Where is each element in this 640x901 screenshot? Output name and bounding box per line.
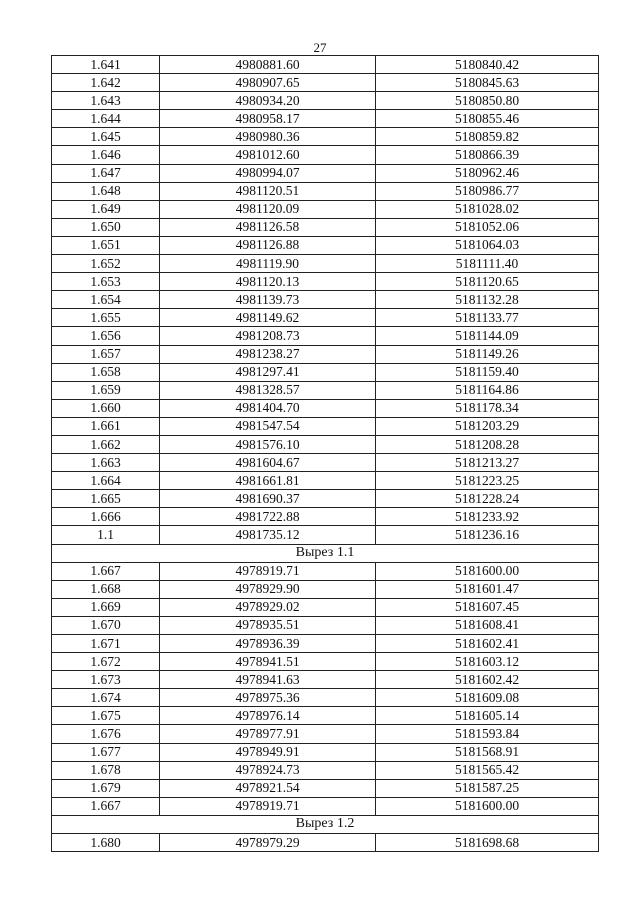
section-header-row xyxy=(52,815,599,833)
table-row xyxy=(52,381,599,399)
y-coordinate-cell: 5181159.40 xyxy=(376,363,599,381)
x-coordinate-cell: 4981404.70 xyxy=(160,399,376,417)
y-coordinate-cell: 5181587.25 xyxy=(376,779,599,797)
table-row xyxy=(52,834,599,852)
table-row xyxy=(52,327,599,345)
table-row xyxy=(52,671,599,689)
y-coordinate-cell: 5181203.29 xyxy=(376,417,599,435)
y-coordinate-cell: 5181600.00 xyxy=(376,797,599,815)
table-row xyxy=(52,562,599,580)
point-number-cell: 1.669 xyxy=(52,598,160,616)
y-coordinate-cell: 5181228.24 xyxy=(376,490,599,508)
point-number-cell: 1.672 xyxy=(52,653,160,671)
y-coordinate-cell: 5181164.86 xyxy=(376,381,599,399)
y-coordinate-cell: 5181609.08 xyxy=(376,689,599,707)
table-row xyxy=(52,526,599,544)
table-row xyxy=(52,472,599,490)
x-coordinate-cell: 4978977.91 xyxy=(160,725,376,743)
x-coordinate-cell: 4980994.07 xyxy=(160,164,376,182)
table-row xyxy=(52,146,599,164)
point-number-cell: 1.666 xyxy=(52,508,160,526)
point-number-cell: 1.660 xyxy=(52,399,160,417)
x-coordinate-cell: 4978929.90 xyxy=(160,580,376,598)
x-coordinate-cell: 4981120.51 xyxy=(160,182,376,200)
x-coordinate-cell: 4981690.37 xyxy=(160,490,376,508)
x-coordinate-cell: 4981661.81 xyxy=(160,472,376,490)
table-row xyxy=(52,435,599,453)
y-coordinate-cell: 5181028.02 xyxy=(376,200,599,218)
point-number-cell: 1.652 xyxy=(52,255,160,273)
y-coordinate-cell: 5180866.39 xyxy=(376,146,599,164)
y-coordinate-cell: 5181698.68 xyxy=(376,834,599,852)
table-row xyxy=(52,598,599,616)
x-coordinate-cell: 4978976.14 xyxy=(160,707,376,725)
y-coordinate-cell: 5181608.41 xyxy=(376,616,599,634)
y-coordinate-cell: 5181133.77 xyxy=(376,309,599,327)
x-coordinate-cell: 4981120.09 xyxy=(160,200,376,218)
point-number-cell: 1.663 xyxy=(52,454,160,472)
point-number-cell: 1.641 xyxy=(52,56,160,74)
point-number-cell: 1.679 xyxy=(52,779,160,797)
y-coordinate-cell: 5181064.03 xyxy=(376,236,599,254)
point-number-cell: 1.650 xyxy=(52,218,160,236)
point-number-cell: 1.680 xyxy=(52,834,160,852)
point-number-cell: 1.676 xyxy=(52,725,160,743)
table-row xyxy=(52,779,599,797)
table-row xyxy=(52,417,599,435)
y-coordinate-cell: 5180962.46 xyxy=(376,164,599,182)
table-row xyxy=(52,725,599,743)
table-row xyxy=(52,797,599,815)
point-number-cell: 1.667 xyxy=(52,797,160,815)
table-row xyxy=(52,345,599,363)
table-row xyxy=(52,761,599,779)
table-row xyxy=(52,218,599,236)
point-number-cell: 1.651 xyxy=(52,236,160,254)
y-coordinate-cell: 5181144.09 xyxy=(376,327,599,345)
table-row xyxy=(52,653,599,671)
section-header-row xyxy=(52,544,599,562)
table-row xyxy=(52,182,599,200)
y-coordinate-cell: 5181601.47 xyxy=(376,580,599,598)
point-number-cell: 1.665 xyxy=(52,490,160,508)
point-number-cell: 1.671 xyxy=(52,635,160,653)
point-number-cell: 1.678 xyxy=(52,761,160,779)
point-number-cell: 1.659 xyxy=(52,381,160,399)
point-number-cell: 1.673 xyxy=(52,671,160,689)
y-coordinate-cell: 5180855.46 xyxy=(376,110,599,128)
table-row xyxy=(52,291,599,309)
x-coordinate-cell: 4978921.54 xyxy=(160,779,376,797)
page-number: 27 xyxy=(313,40,327,55)
y-coordinate-cell: 5181213.27 xyxy=(376,454,599,472)
point-number-cell: 1.657 xyxy=(52,345,160,363)
table-row xyxy=(52,580,599,598)
point-number-cell: 1.677 xyxy=(52,743,160,761)
point-number-cell: 1.655 xyxy=(52,309,160,327)
y-coordinate-cell: 5181052.06 xyxy=(376,218,599,236)
x-coordinate-cell: 4981722.88 xyxy=(160,508,376,526)
x-coordinate-cell: 4978919.71 xyxy=(160,797,376,815)
x-coordinate-cell: 4981139.73 xyxy=(160,291,376,309)
point-number-cell: 1.670 xyxy=(52,616,160,634)
x-coordinate-cell: 4981547.54 xyxy=(160,417,376,435)
x-coordinate-cell: 4978941.51 xyxy=(160,653,376,671)
x-coordinate-cell: 4980934.20 xyxy=(160,92,376,110)
x-coordinate-cell: 4981149.62 xyxy=(160,309,376,327)
x-coordinate-cell: 4981119.90 xyxy=(160,255,376,273)
y-coordinate-cell: 5181568.91 xyxy=(376,743,599,761)
x-coordinate-cell: 4981576.10 xyxy=(160,435,376,453)
point-number-cell: 1.643 xyxy=(52,92,160,110)
y-coordinate-cell: 5181605.14 xyxy=(376,707,599,725)
table-row xyxy=(52,110,599,128)
point-number-cell: 1.654 xyxy=(52,291,160,309)
y-coordinate-cell: 5181593.84 xyxy=(376,725,599,743)
point-number-cell: 1.668 xyxy=(52,580,160,598)
x-coordinate-cell: 4978975.36 xyxy=(160,689,376,707)
table-row xyxy=(52,635,599,653)
point-number-cell: 1.644 xyxy=(52,110,160,128)
point-number-cell: 1.656 xyxy=(52,327,160,345)
point-number-cell: 1.648 xyxy=(52,182,160,200)
table-row xyxy=(52,616,599,634)
y-coordinate-cell: 5180845.63 xyxy=(376,74,599,92)
point-number-cell: 1.645 xyxy=(52,128,160,146)
x-coordinate-cell: 4978929.02 xyxy=(160,598,376,616)
table-row xyxy=(52,164,599,182)
table-row xyxy=(52,56,599,74)
point-number-cell: 1.647 xyxy=(52,164,160,182)
y-coordinate-cell: 5181132.28 xyxy=(376,291,599,309)
y-coordinate-cell: 5180850.80 xyxy=(376,92,599,110)
y-coordinate-cell: 5180986.77 xyxy=(376,182,599,200)
y-coordinate-cell: 5181565.42 xyxy=(376,761,599,779)
table-row xyxy=(52,255,599,273)
x-coordinate-cell: 4981012.60 xyxy=(160,146,376,164)
x-coordinate-cell: 4980881.60 xyxy=(160,56,376,74)
x-coordinate-cell: 4981297.41 xyxy=(160,363,376,381)
table-row xyxy=(52,743,599,761)
y-coordinate-cell: 5180859.82 xyxy=(376,128,599,146)
x-coordinate-cell: 4978924.73 xyxy=(160,761,376,779)
point-number-cell: 1.646 xyxy=(52,146,160,164)
table-row xyxy=(52,74,599,92)
y-coordinate-cell: 5181600.00 xyxy=(376,562,599,580)
x-coordinate-cell: 4981735.12 xyxy=(160,526,376,544)
x-coordinate-cell: 4981126.88 xyxy=(160,236,376,254)
point-number-cell: 1.664 xyxy=(52,472,160,490)
point-number-cell: 1.658 xyxy=(52,363,160,381)
x-coordinate-cell: 4978919.71 xyxy=(160,562,376,580)
coordinates-table xyxy=(51,55,599,852)
point-number-cell: 1.675 xyxy=(52,707,160,725)
x-coordinate-cell: 4978979.29 xyxy=(160,834,376,852)
y-coordinate-cell: 5181149.26 xyxy=(376,345,599,363)
y-coordinate-cell: 5181602.42 xyxy=(376,671,599,689)
x-coordinate-cell: 4978936.39 xyxy=(160,635,376,653)
y-coordinate-cell: 5181120.65 xyxy=(376,273,599,291)
y-coordinate-cell: 5181111.40 xyxy=(376,255,599,273)
table-row xyxy=(52,92,599,110)
point-number-cell: 1.661 xyxy=(52,417,160,435)
y-coordinate-cell: 5181223.25 xyxy=(376,472,599,490)
table-row xyxy=(52,399,599,417)
x-coordinate-cell: 4980907.65 xyxy=(160,74,376,92)
x-coordinate-cell: 4980958.17 xyxy=(160,110,376,128)
table-row xyxy=(52,200,599,218)
x-coordinate-cell: 4981208.73 xyxy=(160,327,376,345)
y-coordinate-cell: 5181233.92 xyxy=(376,508,599,526)
section-title: Вырез 1.2 xyxy=(52,815,599,833)
table-row xyxy=(52,689,599,707)
y-coordinate-cell: 5180840.42 xyxy=(376,56,599,74)
x-coordinate-cell: 4978949.91 xyxy=(160,743,376,761)
table-row xyxy=(52,128,599,146)
table-row xyxy=(52,236,599,254)
point-number-cell: 1.662 xyxy=(52,435,160,453)
x-coordinate-cell: 4981120.13 xyxy=(160,273,376,291)
table-row xyxy=(52,363,599,381)
table-row xyxy=(52,454,599,472)
table-row xyxy=(52,490,599,508)
point-number-cell: 1.653 xyxy=(52,273,160,291)
y-coordinate-cell: 5181602.41 xyxy=(376,635,599,653)
y-coordinate-cell: 5181178.34 xyxy=(376,399,599,417)
point-number-cell: 1.642 xyxy=(52,74,160,92)
x-coordinate-cell: 4981328.57 xyxy=(160,381,376,399)
point-number-cell: 1.649 xyxy=(52,200,160,218)
x-coordinate-cell: 4981604.67 xyxy=(160,454,376,472)
x-coordinate-cell: 4978941.63 xyxy=(160,671,376,689)
y-coordinate-cell: 5181603.12 xyxy=(376,653,599,671)
y-coordinate-cell: 5181208.28 xyxy=(376,435,599,453)
x-coordinate-cell: 4981126.58 xyxy=(160,218,376,236)
point-number-cell: 1.667 xyxy=(52,562,160,580)
table-row xyxy=(52,707,599,725)
table-row xyxy=(52,508,599,526)
y-coordinate-cell: 5181236.16 xyxy=(376,526,599,544)
table-row xyxy=(52,309,599,327)
x-coordinate-cell: 4980980.36 xyxy=(160,128,376,146)
point-number-cell: 1.1 xyxy=(52,526,160,544)
point-number-cell: 1.674 xyxy=(52,689,160,707)
coordinates-table-body xyxy=(52,56,599,852)
x-coordinate-cell: 4981238.27 xyxy=(160,345,376,363)
section-title: Вырез 1.1 xyxy=(52,544,599,562)
y-coordinate-cell: 5181607.45 xyxy=(376,598,599,616)
x-coordinate-cell: 4978935.51 xyxy=(160,616,376,634)
table-row xyxy=(52,273,599,291)
